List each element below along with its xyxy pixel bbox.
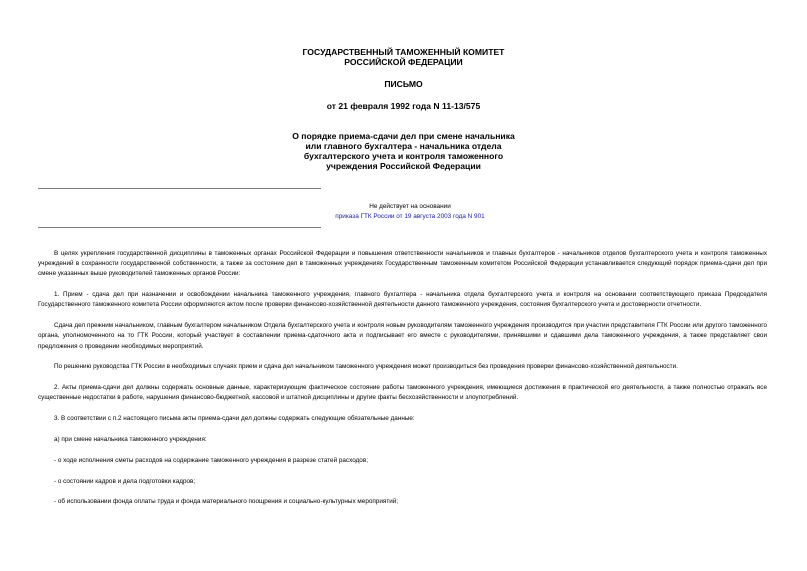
paragraph-preamble: В целях укрепления государственной дисциплины в таможенных органах Российской Федерации и повышения ответственности начальников и главных бухгалтеров - начальников отделов бухгалтерского учета и контроля таможенных учреждений в сохранности государственной собственности, а также за состояние дел в таможенных учреждениях Государственным таможенным комитетом Российской Федерации устанавливается следующий порядок приема-сдачи дел при смене указанных выше руководителей таможенных органов России:	[38, 250, 767, 278]
paragraph-item-2: 2. Акты приема-сдачи дел должны содержать основные данные, характеризующие фактическое состояние работы таможенного учреждения, имеющиеся достижения в практической его деятельности, а также полностью отражать все существенные недостатки в работе, нарушения финансово-бюджетной, кассовой и штатной дисциплины и другие факты бесхозяйственности и злоупотреблений.	[38, 384, 767, 402]
document-body	[38, 249, 767, 508]
authority-line-1: ГОСУДАРСТВЕННЫЙ ТАМОЖЕННЫЙ КОМИТЕТ	[302, 47, 505, 57]
document-type: ПИСЬМО	[384, 79, 423, 89]
document-title	[0, 131, 807, 171]
divider-top	[38, 188, 321, 189]
paragraph-item-3: 3. В соответствии с п.2 настоящего письма акты приема-сдачи дел должны содержать следующие обязательные данные:	[54, 415, 415, 423]
paragraph-item-1-handover: Сдача дел прежним начальником, главным бухгалтером начальником Отдела бухгалтерского учета и контроля новым руководителям таможенного учреждения производится при участии представителя ГТК России или другого таможенного органа, уполномоченного на то ГТК России, который участвует в составлении приема-сдаточного акта и подписывает его вместе с руководителями, принявшими и сдавшими дела таможенного учреждения, а также представляет свои предложения о проведении необходимых мероприятий.	[38, 322, 767, 350]
title-line-1: О порядке приема-сдачи дел при смене начальника	[292, 131, 515, 141]
divider-bottom	[38, 227, 321, 228]
title-line-4: учреждения Российской Федерации	[326, 161, 481, 171]
status-notice-link[interactable]: приказа ГТК России от 19 августа 2003 года N 901	[335, 213, 485, 220]
list-item-staff: - о состоянии кадров и дела подготовки кадров;	[54, 477, 196, 485]
list-item-funds: - об использовании фонда оплаты труда и фонда материального поощрения и социально-культурных мероприятий;	[54, 498, 399, 506]
status-notice-text: Не действует на основании	[369, 203, 451, 210]
paragraph-item-1: 1. Прием - сдача дел при назначении и освобождении начальника таможенного учреждения, главного бухгалтера - начальника отдела бухгалтерского учета и контроля на основании соответствующего приказа Председателя Государственного таможенного комитета России оформляются актом после проверки финансово-хозяйственной деятельности данного таможенного учреждения, состояния бухгалтерского учета и достоверности отчетности.	[38, 291, 767, 309]
paragraph-item-1-exception: По решению руководства ГТК России в необходимых случаях прием и сдача дел начальником таможенного учреждения может производиться без проведения проверки финансово-хозяйственной деятельности.	[54, 363, 678, 371]
title-line-3: бухгалтерского учета и контроля таможенного	[303, 151, 504, 161]
list-item-budget: - о ходе исполнения сметы расходов на содержание таможенного учреждения в разрезе статей расходов;	[54, 456, 368, 464]
title-line-2: или главного бухгалтера - начальника отдела	[305, 141, 502, 151]
paragraph-item-3a: а) при смене начальника таможенного учреждения:	[54, 436, 207, 443]
authority-line-2: РОССИЙСКОЙ ФЕДЕРАЦИИ	[344, 57, 463, 67]
document-date-number: от 21 февраля 1992 года N 11-13/575	[326, 101, 481, 111]
issuing-authority	[0, 47, 807, 67]
